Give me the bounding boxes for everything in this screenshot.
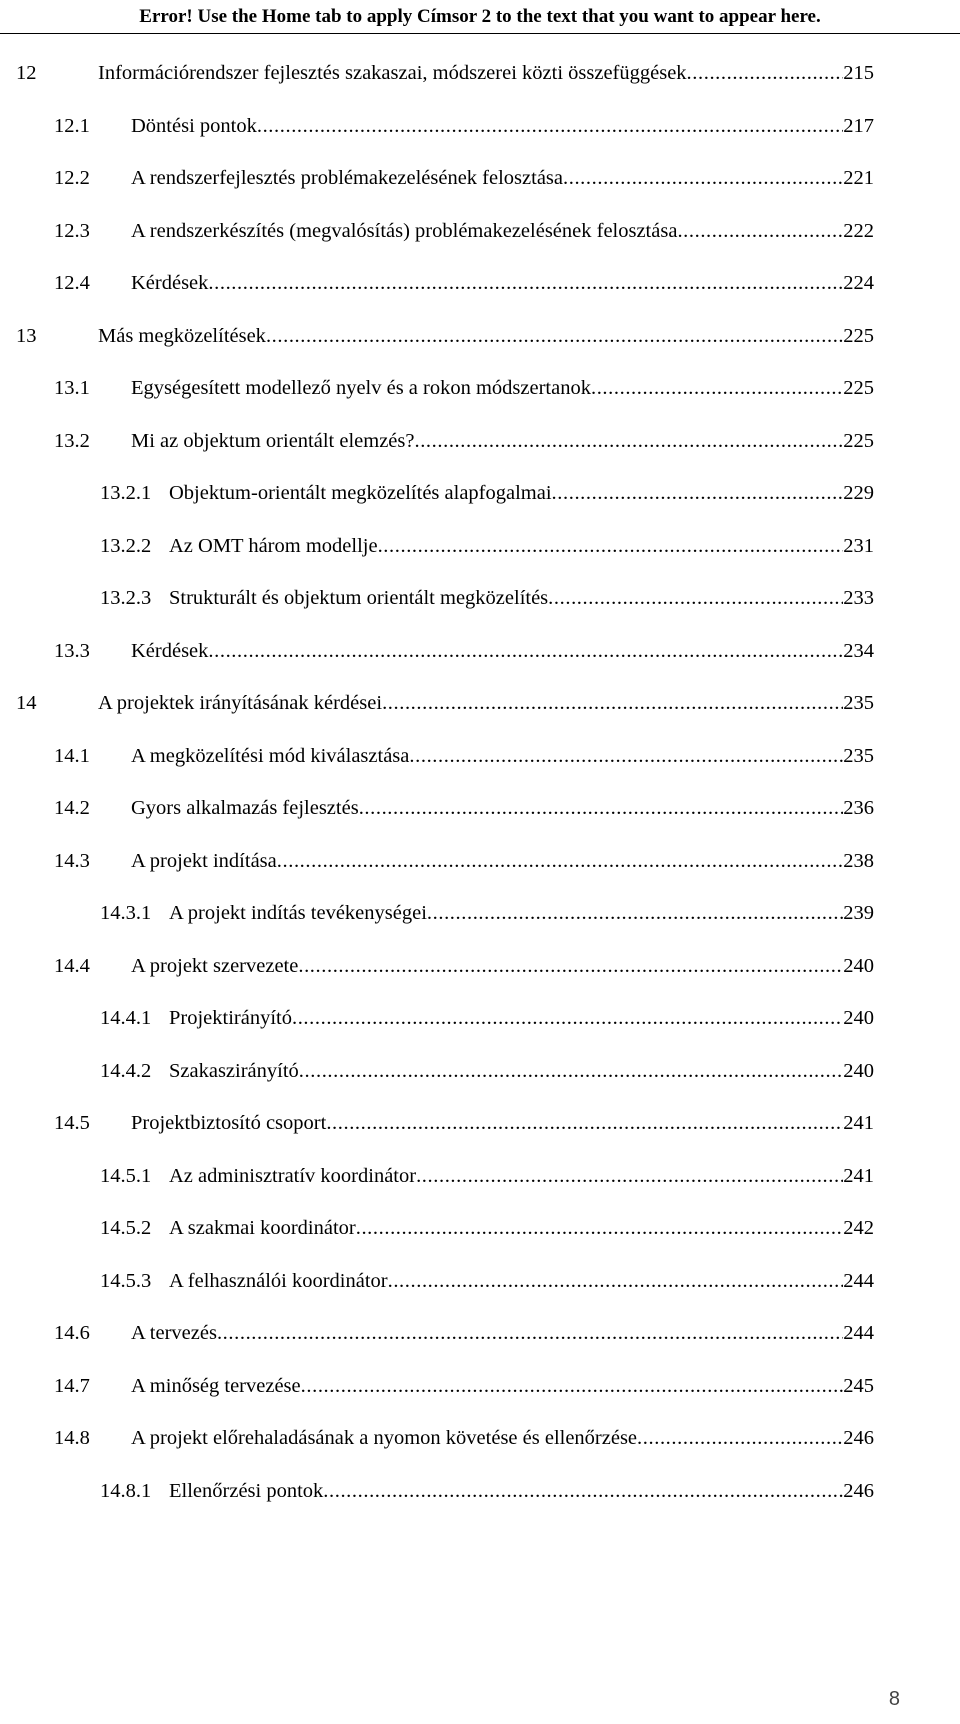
toc-entry[interactable] [100, 1266, 874, 1296]
dot-leader [416, 1161, 843, 1191]
toc-entry-page: 240 [843, 1007, 874, 1029]
toc-entry-page: 236 [843, 797, 874, 819]
page-number: 8 [888, 1688, 900, 1710]
toc-entry-title: A megközelítési mód kiválasztása [131, 744, 410, 767]
toc-entry-page: 242 [843, 1217, 874, 1239]
toc-entry-number: 12.4 [54, 272, 90, 294]
toc-entry[interactable] [100, 478, 874, 508]
toc-entry[interactable] [54, 373, 874, 403]
toc-entry[interactable] [100, 1161, 874, 1191]
toc-entry[interactable] [100, 1056, 874, 1086]
toc-entry-title: Kérdések [131, 272, 209, 294]
toc-entry-page: 225 [843, 324, 874, 347]
toc-entry-title: A projekt szervezete [131, 954, 299, 977]
toc-entry-title: Döntési pontok [131, 114, 257, 137]
toc-entry-title: Objektum-orientált megközelítés alapfogalmai [169, 482, 552, 504]
toc-entry[interactable] [54, 1371, 874, 1401]
toc-entry-number: 14 [16, 692, 37, 714]
toc-entry[interactable] [54, 846, 874, 876]
toc-entry[interactable] [54, 216, 874, 246]
toc-entry-page: 241 [843, 1112, 874, 1134]
toc-entry-page: 234 [843, 639, 874, 662]
toc-entry[interactable] [54, 163, 874, 193]
dot-leader [359, 793, 844, 823]
toc-entry-page: 224 [843, 272, 874, 294]
toc-entry-title: A projekt indítása [131, 849, 277, 872]
dot-leader [677, 216, 843, 246]
toc-entry-page: 245 [843, 1374, 874, 1397]
toc-entry-number: 14.5.1 [100, 1164, 152, 1187]
toc-entry[interactable] [54, 951, 874, 981]
toc-entry[interactable] [54, 1108, 874, 1138]
toc-entry-page: 246 [843, 1427, 874, 1449]
toc-entry-title: A rendszerkészítés (megvalósítás) problémakezelésének felosztása [131, 219, 678, 242]
dot-leader [257, 111, 843, 141]
toc-entry-number: 14.5 [54, 1112, 90, 1134]
dot-leader [563, 163, 843, 193]
toc-entry-number: 14.6 [54, 1322, 90, 1344]
dot-leader [323, 1476, 843, 1506]
toc-entry-number: 13.2 [54, 429, 90, 452]
dot-leader [326, 1108, 843, 1138]
toc-entry-page: 225 [843, 377, 874, 399]
toc-entry-page: 244 [843, 1269, 874, 1292]
toc-entry-title: Projektirányító [169, 1007, 292, 1029]
toc-entry-page: 240 [843, 1059, 874, 1082]
dot-leader [687, 58, 844, 88]
toc-entry-number: 14.2 [54, 797, 90, 819]
toc-entry-page: 233 [843, 587, 874, 609]
toc-entry[interactable] [100, 1003, 874, 1033]
toc-entry-title: Ellenőrzési pontok [169, 1479, 324, 1502]
toc-entry-number: 13.2.1 [100, 482, 152, 504]
toc-entry-title: Strukturált és objektum orientált megközelítés [169, 587, 549, 609]
dot-leader [301, 1371, 844, 1401]
toc-entry-page: 246 [843, 1479, 874, 1502]
toc-entry-number: 12.3 [54, 219, 90, 242]
toc-entry-title: Kérdések [131, 639, 209, 662]
toc-entry-page: 229 [843, 482, 874, 504]
dot-leader [382, 688, 843, 718]
toc-entry-number: 14.8 [54, 1427, 90, 1449]
toc-entry-number: 14.4.2 [100, 1059, 152, 1082]
toc-entry-number: 14.1 [54, 744, 90, 767]
page-header: Error! Use the Home tab to apply Címsor 2 to the text that you want to appear here. [139, 6, 821, 27]
dot-leader [356, 1213, 844, 1243]
toc-entry-title: A felhasználói koordinátor [169, 1269, 388, 1292]
toc-entry-number: 14.4.1 [100, 1007, 152, 1029]
toc-entry-number: 14.5.3 [100, 1269, 152, 1292]
toc-entry-number: 13.2.2 [100, 534, 152, 557]
toc-entry-page: 217 [843, 114, 874, 137]
toc-entry[interactable] [16, 688, 874, 718]
dot-leader [378, 531, 844, 561]
toc-entry[interactable] [54, 268, 874, 298]
toc-entry-number: 13 [16, 324, 37, 347]
toc-entry[interactable] [100, 531, 874, 561]
dot-leader [208, 636, 843, 666]
toc-entry-page: 239 [843, 902, 874, 924]
toc-entry-number: 12 [16, 62, 37, 84]
toc-entry-title: Más megközelítések [98, 324, 266, 347]
toc-entry-title: A projekt előrehaladásának a nyomon követése és ellenőrzése [131, 1427, 638, 1449]
toc-entry-page: 241 [843, 1164, 874, 1187]
toc-entry-title: A projektek irányításának kérdései [98, 692, 383, 714]
toc-entry-page: 235 [843, 692, 874, 714]
toc-entry-title: Gyors alkalmazás fejlesztés [131, 797, 359, 819]
toc-entry-page: 240 [843, 954, 874, 977]
dot-leader [414, 426, 843, 456]
toc-entry[interactable] [54, 426, 874, 456]
toc-entry-title: A projekt indítás tevékenységei [169, 902, 427, 924]
dot-leader [299, 1056, 843, 1086]
dot-leader [266, 321, 843, 351]
toc-entry-number: 13.2.3 [100, 587, 152, 609]
toc-entry-page: 238 [843, 849, 874, 872]
dot-leader [591, 373, 843, 403]
toc-entry[interactable] [54, 793, 874, 823]
dot-leader [409, 741, 843, 771]
toc-entry-number: 12.2 [54, 167, 90, 189]
toc-entry-title: Egységesített modellező nyelv és a rokon módszertanok [131, 377, 591, 399]
toc-entry-page: 235 [843, 744, 874, 767]
dot-leader [548, 583, 843, 613]
toc-entry[interactable] [54, 1318, 874, 1348]
toc-entry[interactable] [16, 58, 874, 88]
toc-entry-number: 13.3 [54, 639, 90, 662]
toc-entry-title: Szakaszirányító [169, 1059, 299, 1082]
toc-entry-number: 14.5.2 [100, 1217, 152, 1239]
dot-leader [637, 1423, 843, 1453]
toc-entry-title: Az adminisztratív koordinátor [169, 1164, 417, 1187]
toc-entry-title: A szakmai koordinátor [169, 1217, 356, 1239]
toc-entry[interactable] [100, 898, 874, 928]
toc-entry-number: 13.1 [54, 377, 90, 399]
toc-entry-page: 215 [843, 62, 874, 84]
toc-entry-number: 14.3 [54, 849, 90, 872]
toc-entry[interactable] [100, 1476, 874, 1506]
dot-leader [208, 268, 843, 298]
toc-entry-page: 244 [843, 1322, 874, 1344]
toc-entry-number: 14.7 [54, 1374, 90, 1397]
toc-entry-title: Információrendszer fejlesztés szakaszai, módszerei közti összefüggések [98, 62, 687, 84]
toc-entry[interactable] [54, 1423, 874, 1453]
dot-leader [217, 1318, 843, 1348]
toc-entry-number: 12.1 [54, 114, 90, 137]
toc-entry-title: Projektbiztosító csoport [131, 1112, 327, 1134]
toc-entry-page: 221 [843, 167, 874, 189]
toc-entry-title: A minőség tervezése [131, 1374, 301, 1397]
toc-entry-title: A tervezés [131, 1322, 217, 1344]
toc-entry-title: Az OMT három modellje [169, 534, 378, 557]
dot-leader [292, 1003, 843, 1033]
toc-entry[interactable] [100, 583, 874, 613]
toc-entry-title: Mi az objektum orientált elemzés? [131, 429, 415, 452]
dot-leader [388, 1266, 844, 1296]
toc-entry[interactable] [54, 111, 874, 141]
toc-entry[interactable] [100, 1213, 874, 1243]
toc-entry[interactable] [54, 636, 874, 666]
toc-entry-title: A rendszerfejlesztés problémakezelésének felosztása [131, 167, 563, 189]
toc-entry-page: 222 [843, 219, 874, 242]
toc-entry[interactable] [16, 321, 874, 351]
dot-leader [298, 951, 843, 981]
toc-entry-number: 14.8.1 [100, 1479, 152, 1502]
toc-entry[interactable] [54, 741, 874, 771]
dot-leader [277, 846, 843, 876]
toc-entry-page: 225 [843, 429, 874, 452]
dot-leader [552, 478, 844, 508]
toc-entry-page: 231 [843, 534, 874, 557]
dot-leader [427, 898, 843, 928]
toc-entry-number: 14.4 [54, 954, 90, 977]
toc-entry-number: 14.3.1 [100, 902, 152, 924]
